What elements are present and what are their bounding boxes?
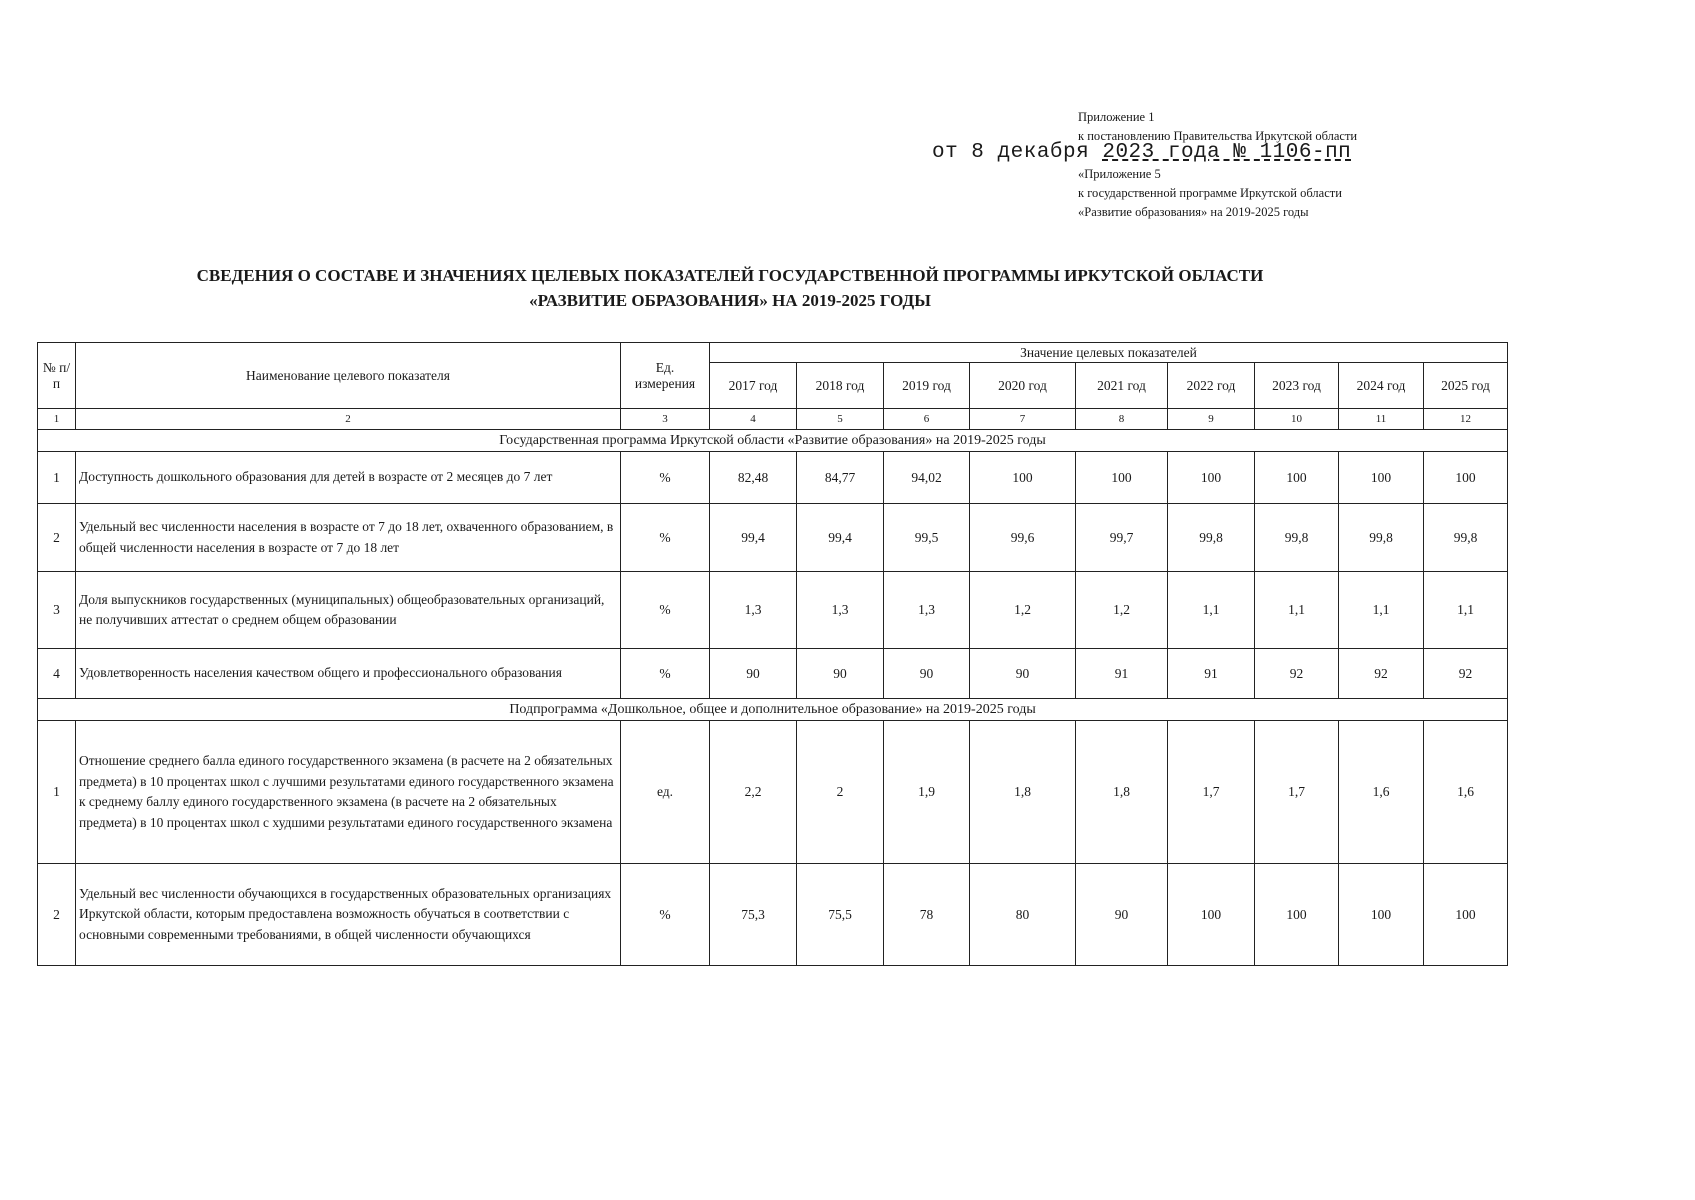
title-line-2: «РАЗВИТИЕ ОБРАЗОВАНИЯ» НА 2019-2025 ГОДЫ [529,291,931,310]
indicator-value: 1,6 [1424,721,1508,864]
decree-date-stamp [932,141,1351,164]
unit: % [621,649,710,699]
header-name: Наименование целевого показателя [76,343,621,409]
indicator-value: 94,02 [884,452,970,504]
indicator-value: 99,8 [1424,504,1508,572]
indicator-value: 90 [1076,864,1168,966]
row-number: 2 [38,864,76,966]
indicator-value: 100 [1168,452,1255,504]
program-reference: к государственной программе Иркутской области [1078,186,1342,200]
indicator-value: 99,6 [970,504,1076,572]
decree-reference: к постановлению Правительства Иркутской области [1078,129,1358,143]
indicator-value: 90 [797,649,884,699]
column-number: 9 [1168,409,1255,430]
header-values: Значение целевых показателей [710,343,1508,363]
column-number: 10 [1255,409,1339,430]
column-number: 11 [1339,409,1424,430]
indicator-value: 91 [1076,649,1168,699]
indicator-value: 99,4 [797,504,884,572]
document-title [0,263,1460,313]
header-year: 2024 год [1339,363,1424,409]
indicator-name: Доля выпускников государственных (муниципальных) общеобразовательных организаций, не получивших аттестат о среднем общем образовании [76,572,621,649]
header-year: 2021 год [1076,363,1168,409]
indicator-value: 1,2 [970,572,1076,649]
section-title: Государственная программа Иркутской области «Развитие образования» на 2019-2025 годы [38,430,1508,452]
indicator-value: 1,1 [1424,572,1508,649]
indicator-value: 99,8 [1339,504,1424,572]
stamp-date: 2023 года № 1106-пп [1102,141,1352,164]
row-number: 4 [38,649,76,699]
appendix5-label: «Приложение 5 [1078,167,1161,181]
column-number: 5 [797,409,884,430]
indicator-value: 2 [797,721,884,864]
indicator-value: 80 [970,864,1076,966]
indicator-value: 1,3 [797,572,884,649]
indicator-name: Удельный вес численности населения в возрасте от 7 до 18 лет, охваченного образованием, в общей численности населения в возрасте от 7 до 18 лет [76,504,621,572]
indicator-value: 100 [1424,864,1508,966]
header-year: 2025 год [1424,363,1508,409]
indicator-value: 90 [970,649,1076,699]
indicator-name: Отношение среднего балла единого государственного экзамена (в расчете на 2 обязательных предмета) в 10 процентах школ с лучшими результатами единого государственного экзамена к среднему баллу единого государственного экзамена (в расчете на 2 обязательных предмета) в 10 процентах школ с худшими результатами единого государственного экзамена [76,721,621,864]
indicator-value: 100 [1339,452,1424,504]
unit: % [621,572,710,649]
row-number: 3 [38,572,76,649]
indicator-value: 1,2 [1076,572,1168,649]
indicator-value: 78 [884,864,970,966]
indicator-value: 99,7 [1076,504,1168,572]
table-row [38,452,1508,504]
indicator-value: 2,2 [710,721,797,864]
indicator-value: 84,77 [797,452,884,504]
indicator-name: Доступность дошкольного образования для детей в возрасте от 2 месяцев до 7 лет [76,452,621,504]
indicator-value: 1,6 [1339,721,1424,864]
indicator-value: 92 [1424,649,1508,699]
header-year: 2020 год [970,363,1076,409]
indicator-value: 1,8 [970,721,1076,864]
indicator-value: 75,3 [710,864,797,966]
appendix-label: Приложение 1 [1078,110,1155,124]
row-number: 1 [38,721,76,864]
table-row [38,721,1508,864]
column-number: 12 [1424,409,1508,430]
unit: ед. [621,721,710,864]
column-number: 1 [38,409,76,430]
indicator-value: 100 [1339,864,1424,966]
unit: % [621,864,710,966]
indicator-value: 100 [1255,864,1339,966]
indicator-value: 100 [970,452,1076,504]
unit: % [621,452,710,504]
indicator-value: 1,9 [884,721,970,864]
indicator-value: 90 [710,649,797,699]
indicator-value: 90 [884,649,970,699]
section-row [38,430,1508,452]
section-title: Подпрограмма «Дошкольное, общее и дополнительное образование» на 2019-2025 годы [38,699,1508,721]
column-number: 3 [621,409,710,430]
indicator-value: 1,7 [1168,721,1255,864]
row-number: 1 [38,452,76,504]
indicator-value: 100 [1255,452,1339,504]
column-number: 6 [884,409,970,430]
section-row [38,699,1508,721]
column-number: 8 [1076,409,1168,430]
indicator-value: 92 [1339,649,1424,699]
indicator-value: 92 [1255,649,1339,699]
header-unit: Ед. измерения [621,343,710,409]
column-number: 2 [76,409,621,430]
title-line-1: СВЕДЕНИЯ О СОСТАВЕ И ЗНАЧЕНИЯХ ЦЕЛЕВЫХ ПОКАЗАТЕЛЕЙ ГОСУДАРСТВЕННОЙ ПРОГРАММЫ ИРКУТСКОЙ ОБЛАСТИ [196,266,1264,285]
indicator-value: 99,5 [884,504,970,572]
indicator-value: 99,4 [710,504,797,572]
indicator-value: 82,48 [710,452,797,504]
table-row [38,649,1508,699]
indicator-value: 91 [1168,649,1255,699]
header-year: 2022 год [1168,363,1255,409]
appendix-header [1078,108,1357,222]
indicator-value: 1,3 [710,572,797,649]
indicator-value: 1,1 [1339,572,1424,649]
unit: % [621,504,710,572]
indicator-value: 100 [1424,452,1508,504]
table-row [38,864,1508,966]
indicator-value: 99,8 [1168,504,1255,572]
table-row [38,572,1508,649]
indicator-value: 75,5 [797,864,884,966]
table-row [38,504,1508,572]
indicator-value: 100 [1168,864,1255,966]
indicator-value: 100 [1076,452,1168,504]
indicator-value: 1,8 [1076,721,1168,864]
column-number: 7 [970,409,1076,430]
indicator-value: 1,7 [1255,721,1339,864]
indicator-value: 1,3 [884,572,970,649]
indicator-value: 1,1 [1168,572,1255,649]
header-year: 2019 год [884,363,970,409]
header-no: № п/п [38,343,76,409]
program-name: «Развитие образования» на 2019-2025 годы [1078,205,1309,219]
stamp-prefix: от 8 декабря [932,141,1090,164]
header-year: 2017 год [710,363,797,409]
indicator-value: 99,8 [1255,504,1339,572]
indicators-table [37,342,1508,966]
column-number: 4 [710,409,797,430]
indicator-value: 1,1 [1255,572,1339,649]
header-year: 2023 год [1255,363,1339,409]
indicator-name: Удовлетворенность населения качеством общего и профессионального образования [76,649,621,699]
indicator-name: Удельный вес численности обучающихся в государственных образовательных организациях Иркутской области, которым предоставлена возможность обучаться в соответствии с основными современными требованиями, в общей численности обучающихся [76,864,621,966]
row-number: 2 [38,504,76,572]
header-year: 2018 год [797,363,884,409]
